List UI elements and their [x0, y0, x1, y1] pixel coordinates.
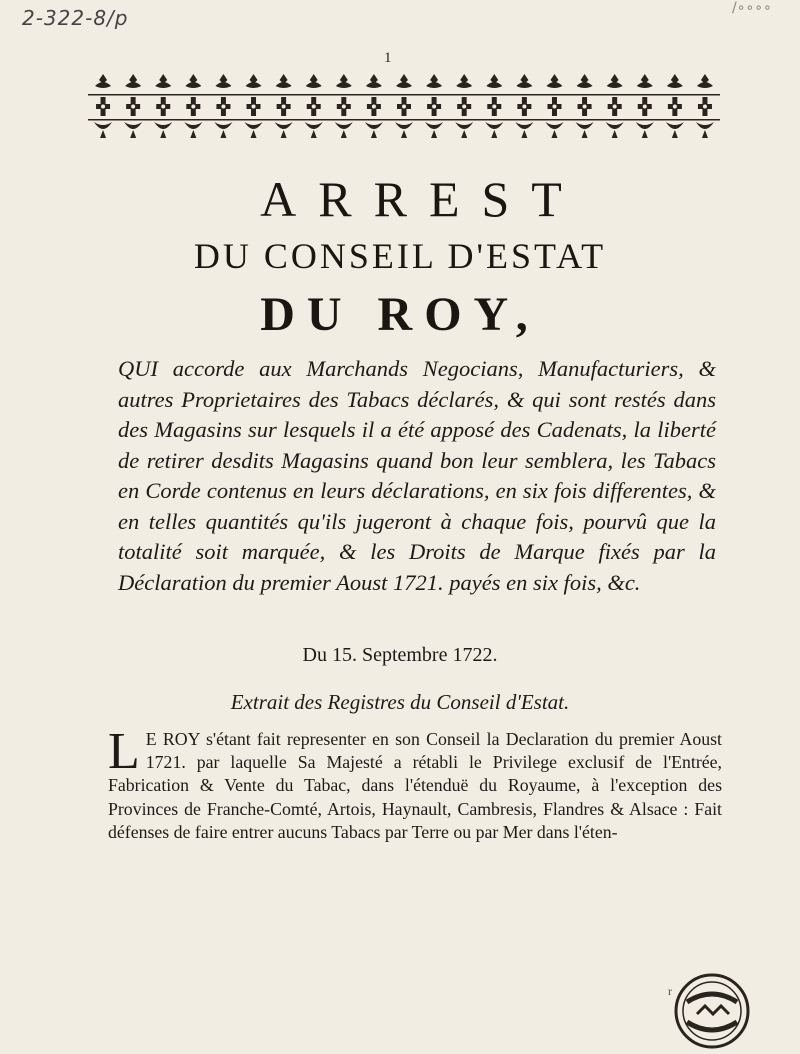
stamp-mark: r: [668, 984, 672, 998]
extract-heading: Extrait des Registres du Conseil d'Estat.: [230, 690, 570, 714]
dateline: Du 15. Septembre 1722.: [302, 644, 498, 666]
title-conseil: DU CONSEIL D'ESTAT: [193, 236, 607, 276]
shelfmark: 2-322-8/p: [22, 6, 129, 30]
summary-paragraph: QUI accorde aux Marchands Negocians, Manufacturiers, & autres Proprietaires des Tabacs déclarés, & qui sont restés dans des Magasins sur lesquels il a été apposé des Cadenats, la liberté de retirer desdits Magasins quand bon leur semblera, les Tabacs en Corde contenus en leurs déclarations, en six fois differentes, & en telles quantités qu'ils jugeront à chaque fois, pourvû que la totalité soit marquée, & les Droits de Marque fixés par la Déclaration du premier Aoust 1721. payés en six fois, &c.: [118, 356, 716, 595]
corner-mark: /∘∘∘∘: [732, 0, 772, 16]
library-stamp-icon: [673, 972, 751, 1050]
body-paragraph: [108, 723, 722, 844]
drop-cap: L: [108, 723, 140, 780]
title-roy: DU ROY,: [260, 288, 540, 341]
body-text: E ROY s'étant fait representer en son Conseil la Declaration du premier Aoust 1721. par laquelle Sa Majesté a rétabli le Privilege exclusif de l'Entrée, Fabrication & Vente du Tabac, dans l'étenduë du Royaume, à l'exception des Provinces de Franche-Comté, Artois, Haynault, Cambresis, Flandres & Alsace : Fait défenses de faire entrer aucuns Tabacs par Terre ou par Mer dans l'éten-: [108, 729, 722, 842]
fleuron-ornament-band: [88, 72, 720, 142]
page-number: 1: [384, 50, 392, 66]
title-arrest: ARREST: [260, 171, 584, 227]
